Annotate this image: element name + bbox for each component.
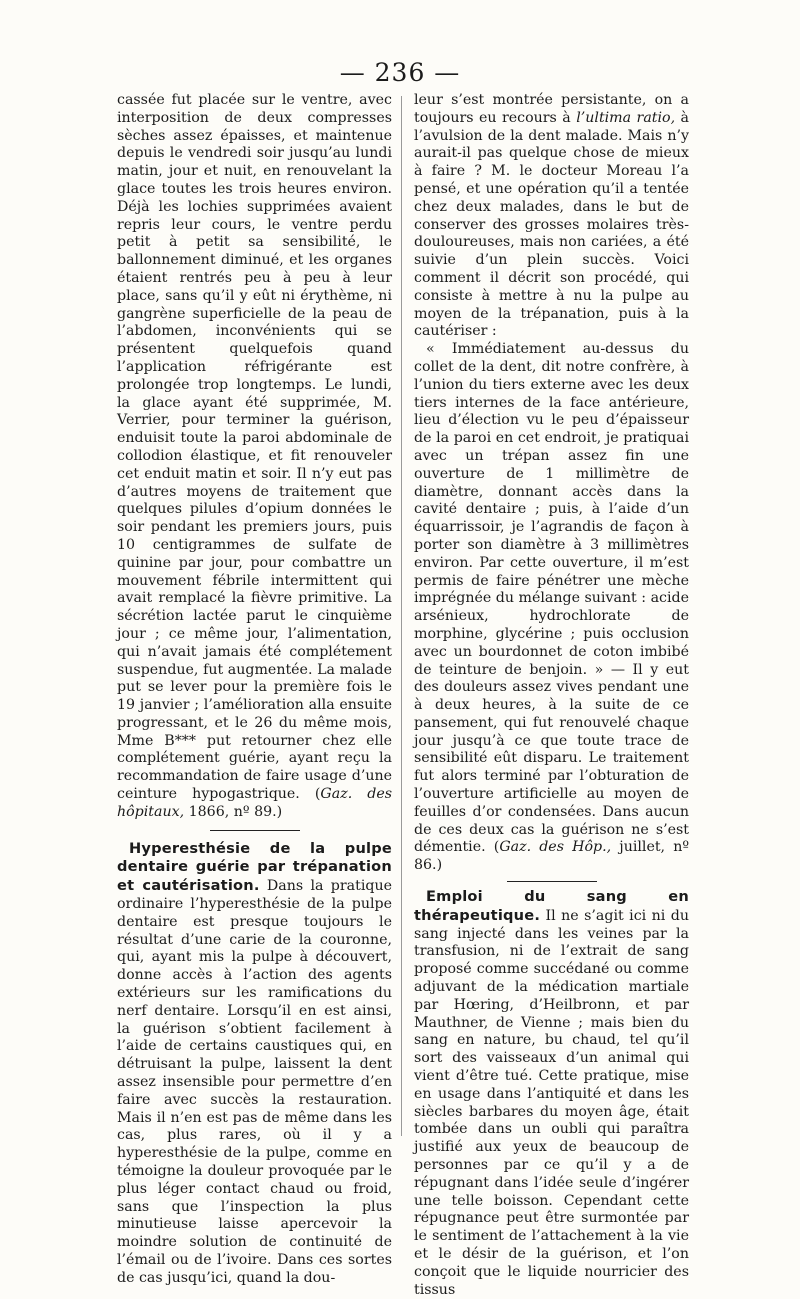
right-paragraph-2-text: « Immédiatement au-dessus du collet de la dent, dit notre confrère, à l’union du tiers externe avec les deux tiers internes de la face antérieure, lieu d’élection vu le peu d’épaisseur de la paroi en cet endroit, je pratiquai avec un trépan assez fin une ouverture de 1 millimètre de diamètre, donnant accès dans la cavité dentaire ; puis, à l’aide d’un équarrissoir, je l’agrandis de façon à porter son diamètre à 3 millimètres environ. Par cette ouverture, il m’est permis de faire pénétrer une mèche imprégnée du mélange suivant : acide arsénieux, hydrochlorate de morphine, glycérine ; puis occlusion avec un bourdonnet de coton imbibé de teinture de benjoin. » — Il y eut des douleurs assez vives pendant une à deux heures, à la suite de ce pansement, qui fut renouvelé chaque jour jusqu’à ce que toute trace de sensibilité eût disparu. Le traitement fut alors terminé par l’obturation de l’ouverture artificielle au moyen de feuilles d’or condensées. Dans aucun de ces deux cas la guérison ne s’est démentie. [414, 341, 689, 856]
right-column [414, 92, 689, 1299]
right-paragraph-2 [414, 341, 689, 875]
page-number: — 236 — [339, 58, 461, 87]
left-paragraph-1-text: cassée fut placée sur le ventre, avec interposition de deux compresses sèches assez épaisses, et maintenue depuis le vendredi soir jusqu’au lundi matin, jour et nuit, en renouvelant la glace toutes les trois heures environ. Déjà les lochies supprimées avaient repris leur cours, le ventre perdu petit à petit sa sensibilité, le ballonnement diminué, et les organes étaient rentrés peu à peu à leur place, sans qu’il y eût ni érythème, ni gangrène superficielle de la peau de l’abdomen, inconvénients qui se présentent quelquefois quand l’application réfrigérante est prolongée trop longtemps. Le lundi, la glace ayant été supprimée, M. Verrier, pour terminer la guérison, enduisit toute la paroi abdominale de collodion élastique, et fit renouveler cet enduit matin et soir. Il n’y eut pas d’autres moyens de traitement que quelques pilules d’opium données le soir pendant les premiers jours, puis 10 centigrammes de sulfate de quinine par jour, pour combattre un mouvement fébrile intermittent qui avait remplacé la fièvre primitive. La sécrétion lactée parut le cinquième jour ; ce même jour, l’alimentation, qui n’avait jamais été complétement suspendue, fut augmentée. La malade put se lever pour la première fois le 19 janvier ; l’amélioration alla ensuite progressant, et le 26 du même mois, Mme B*** put retourner chez elle complétement guérie, ayant reçu la recommandation de faire usage d’une ceinture hypogastrique. [117, 92, 392, 803]
right-paragraph-1 [414, 92, 689, 341]
section-heading-pulpe: Hyperesthésie de la pulpe dentaire guérie par trépanation et cautérisation. [117, 839, 392, 895]
right-paragraph-3 [414, 888, 689, 1299]
left-paragraph-2 [117, 840, 392, 1288]
right-paragraph-1-text-a: leur s’est montrée persistante, on a toujours eu recours à [414, 92, 689, 126]
left-paragraph-1 [117, 92, 392, 822]
left-paragraph-2-text: Dans la pratique ordinaire l’hyperesthésie de la pulpe dentaire est presque toujours le résultat d’une carie de la couronne, qui, ayant mis la pulpe à découvert, donne accès à l’action des agents extérieurs sur les ramifications du nerf dentaire. Lorsqu’il en est ainsi, la guérison s’obtient facilement à l’aide de certains caustiques qui, en détruisant la pulpe, laissent la dent assez insensible pour permettre d’en faire avec succès la restauration. Mais il n’en est pas de même dans les cas, plus rares, où il y a hyperesthésie de la pulpe, comme en témoigne la douleur provoquée par le plus léger contact chaud ou froid, sans que l’inspection la plus minutieuse laisse apercevoir la moindre solution de continuité de l’émail ou de l’ivoire. Dans ces sortes de cas jusqu’ici, quand la dou- [117, 878, 392, 1286]
ref-journal: Gaz. des Hôp., [499, 839, 612, 856]
column-divider [401, 96, 402, 1136]
right-paragraph-1-text-b: à l’avulsion de la dent malade. Mais n’y aurait-il pas quelque chose de mieux à faire ? M. le docteur Moreau l’a pensé, et une opération qu’il a tentée chez deux malades, dans le but de conserver des grosses molaires très-douloureuses, mais non cariées, a été suivie d’un plein succès. Voici comment il décrit son procédé, qui consiste à mettre à nu la pulpe au moyen de la trépanation, puis à la cautériser : [414, 109, 690, 340]
left-column [117, 92, 392, 1288]
right-paragraph-3-text: Il ne s’agit ici ni du sang injecté dans les veines par la transfusion, ni de l’extrait de sang proposé comme succédané ou comme adjuvant de la médication martiale par Hœring, d’Heilbronn, et par Mauthner, de Vienne ; mais bien du sang en nature, bu chaud, tel qu’il sort des vaisseaux d’un animal qui vient d’être tué. Cette pratique, mise en usage dans l’antiquité et dans les siècles barbares du moyen âge, était tombée dans un oubli qui paraîtra justifié aux yeux de beaucoup de personnes par ce qu’il y a de répugnant dans l’idée seule d’ingérer une telle boisson. Cependant cette répugnance peut être surmontée par le sentiment de l’attachement à la vie et le désir de la guérison, et l’on conçoit que le liquide nourricier des tissus [414, 907, 689, 1298]
ref-open: ( [314, 786, 321, 803]
section-heading-sang: Emploi du sang en thérapeutique. [414, 888, 689, 924]
ultima-ratio: l’ultima ratio, [576, 109, 676, 126]
ref-detail: juillet, nº 86.) [414, 839, 690, 874]
section-rule [210, 830, 300, 831]
section-rule [507, 881, 597, 882]
ref-detail: 1866, nº 89.) [184, 803, 283, 820]
ref-open: ( [485, 839, 500, 856]
ref-journal: Gaz. des hôpitaux, [117, 786, 392, 820]
